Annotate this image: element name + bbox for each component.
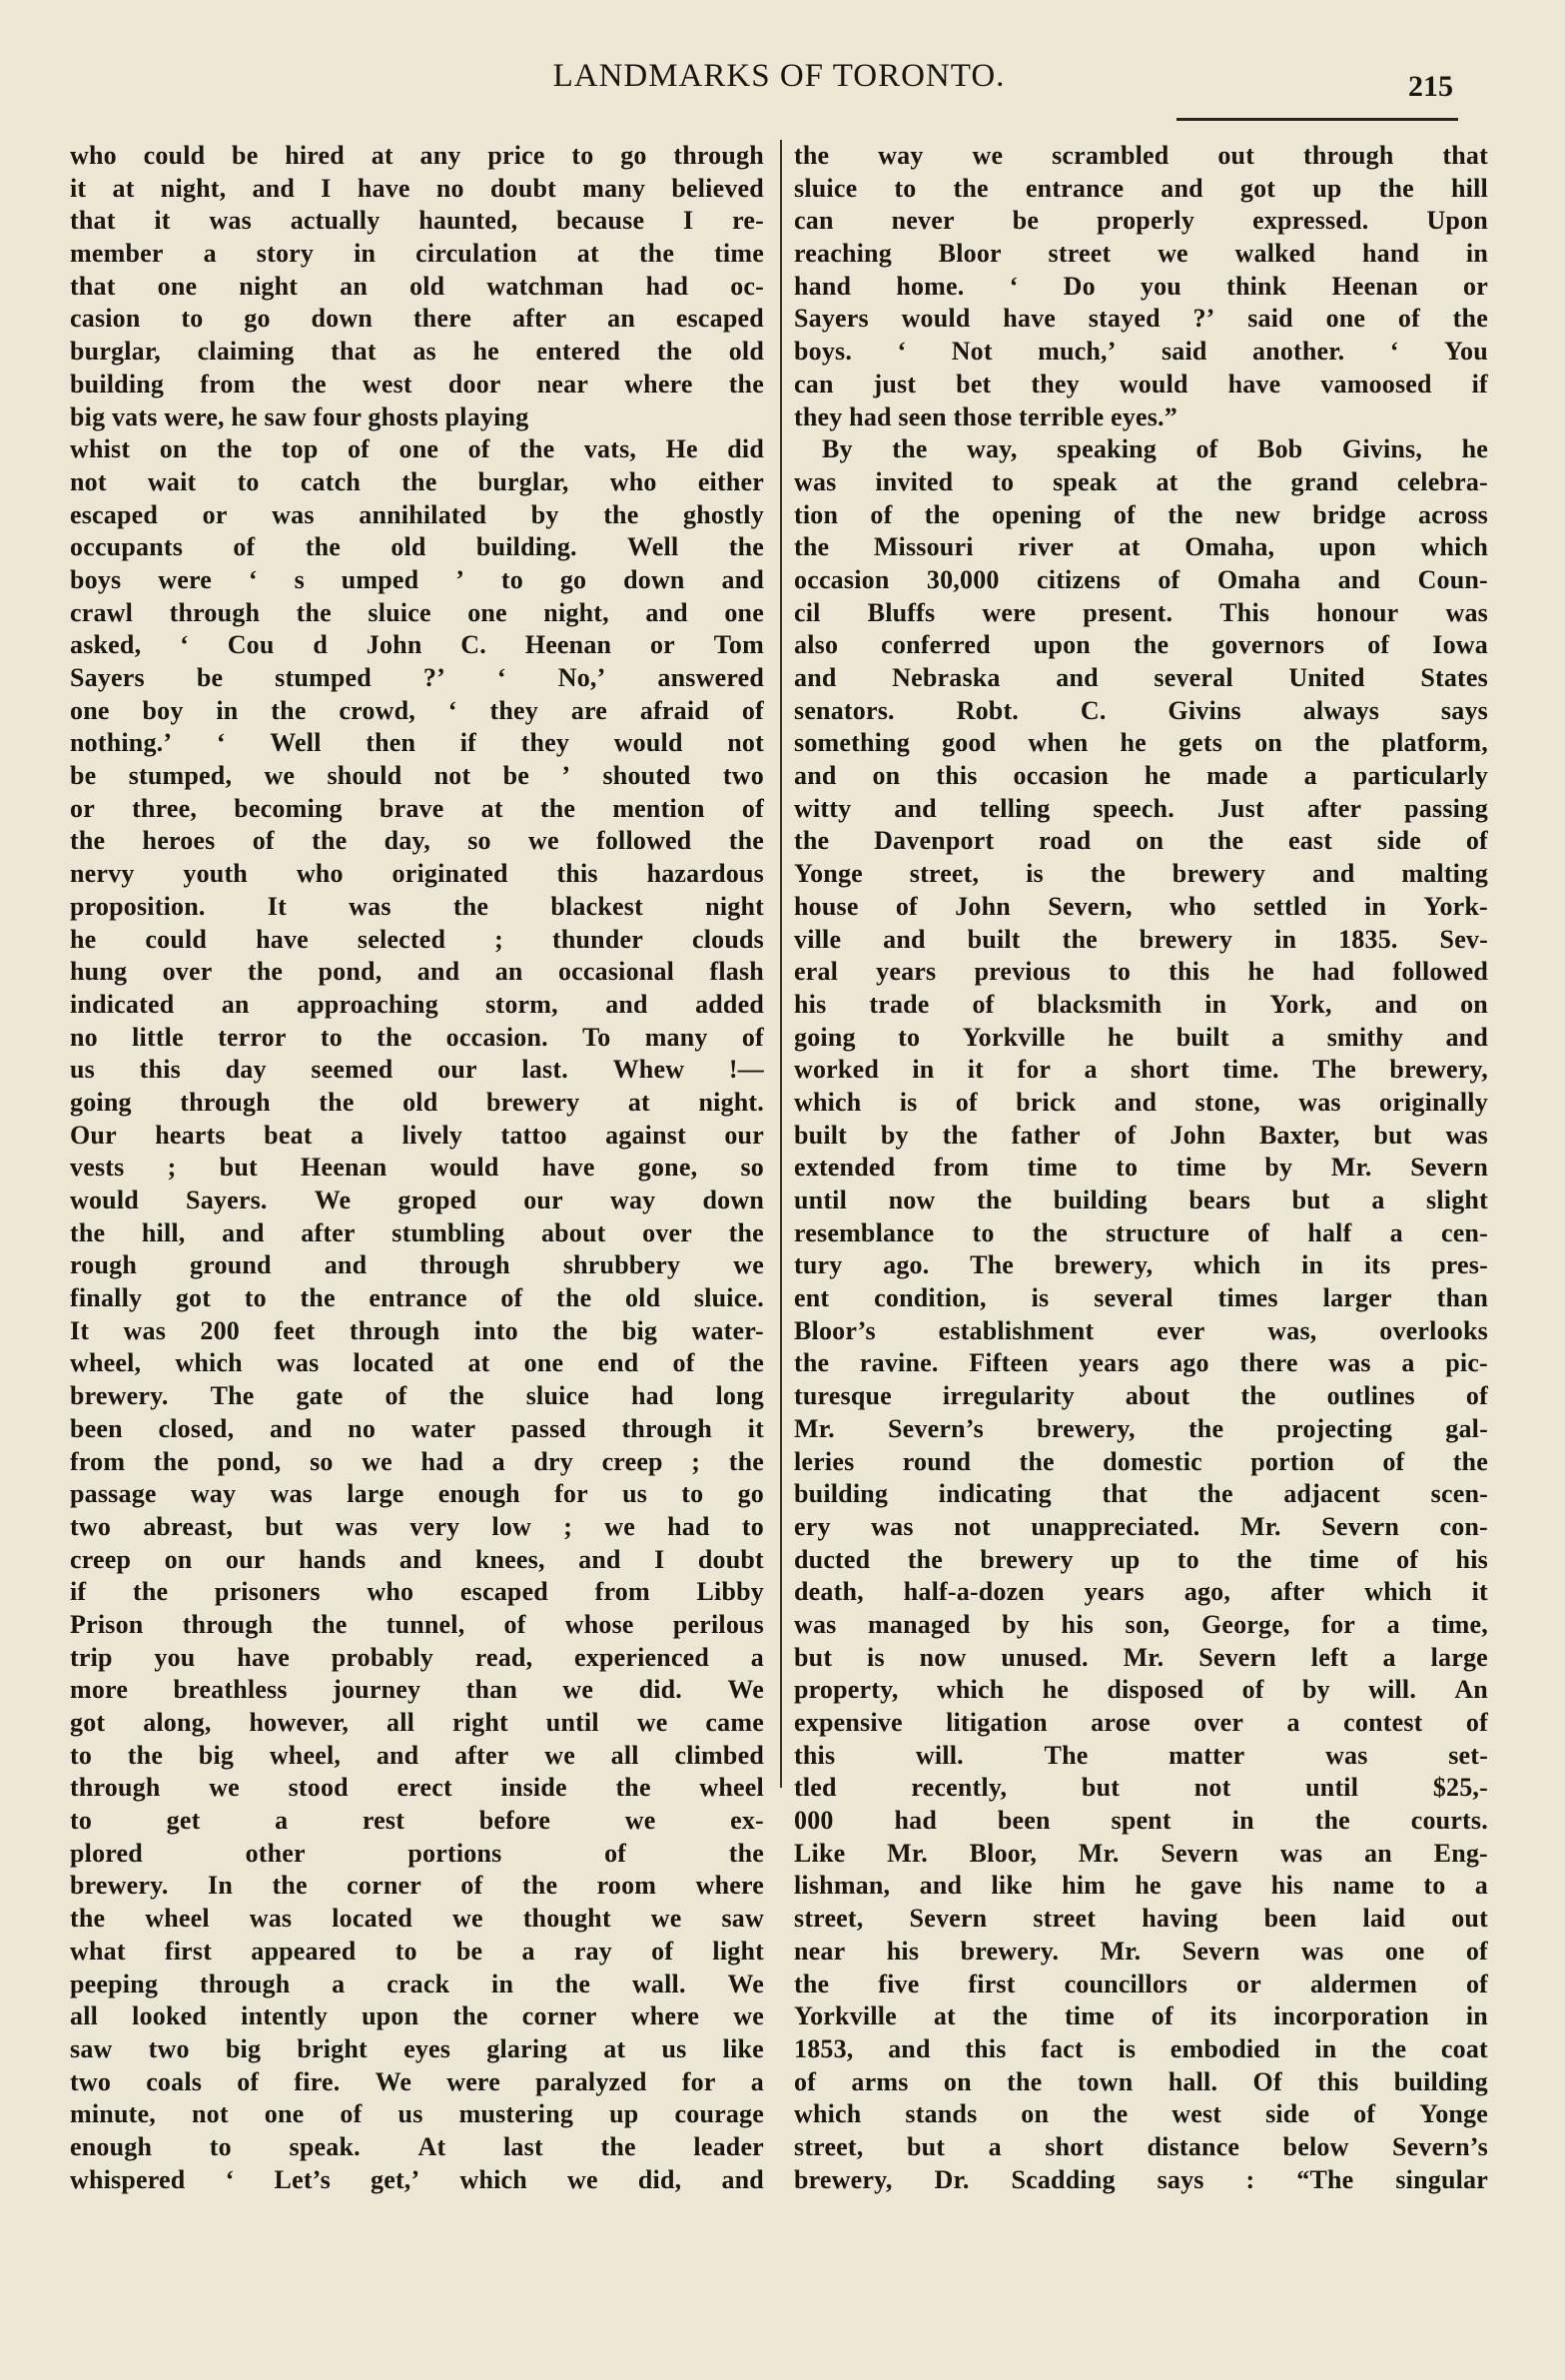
text-line: witty and telling speech. Just after passing	[794, 793, 1488, 823]
text-line: the heroes of the day, so we followed the	[70, 826, 764, 856]
text-line: the Davenport road on the east side of	[794, 826, 1488, 856]
text-line: building from the west door near where the	[70, 369, 764, 398]
text-line: eral years previous to this he had followed	[794, 957, 1488, 987]
text-line: no little terror to the occasion. To many of	[70, 1022, 764, 1052]
text-line: and on this occasion he made a particularly	[794, 761, 1488, 791]
text-line: this will. The matter was set-	[794, 1740, 1488, 1770]
text-line: which stands on the west side of Yonge	[794, 2099, 1488, 2129]
text-line: the way we scrambled out through that	[794, 141, 1488, 170]
text-line: Yonge street, is the brewery and malting	[794, 859, 1488, 889]
text-line: It was 200 feet through into the big water-	[70, 1315, 764, 1345]
text-line: property, which he disposed of by will. An	[794, 1675, 1488, 1705]
text-line: the wheel was located we thought we saw	[70, 1904, 764, 1934]
text-line: through we stood erect inside the wheel	[70, 1773, 764, 1803]
text-line: Bloor’s establishment ever was, overlooks	[794, 1315, 1488, 1345]
text-line: escaped or was annihilated by the ghostly	[70, 499, 764, 529]
text-line: from the pond, so we had a dry creep ; the	[70, 1446, 764, 1476]
text-line: occupants of the old building. Well the	[70, 532, 764, 562]
text-line: what first appeared to be a ray of light	[70, 1936, 764, 1966]
text-line: tled recently, but not until $25,-	[794, 1773, 1488, 1803]
text-line: nothing.’ ‘ Well then if they would not	[70, 728, 764, 758]
text-line: one boy in the crowd, ‘ they are afraid of	[70, 695, 764, 725]
text-line: the hill, and after stumbling about over the	[70, 1217, 764, 1247]
text-line: which is of brick and stone, was originally	[794, 1087, 1488, 1117]
text-line: occasion 30,000 citizens of Omaha and Coun-	[794, 564, 1488, 594]
text-line: that one night an old watchman had oc-	[70, 271, 764, 301]
text-line: saw two big bright eyes glaring at us like	[70, 2033, 764, 2063]
text-line: been closed, and no water passed through it	[70, 1413, 764, 1443]
text-line: Sayers would have stayed ?’ said one of the	[794, 304, 1488, 334]
text-line: us this day seemed our last. Whew !—	[70, 1055, 764, 1085]
text-line: he could have selected ; thunder clouds	[70, 924, 764, 954]
text-line: more breathless journey than we did. We	[70, 1675, 764, 1705]
text-line: Prison through the tunnel, of whose perilous	[70, 1609, 764, 1639]
text-line: the five first councillors or aldermen of	[794, 1969, 1488, 1998]
text-line: or three, becoming brave at the mention of	[70, 793, 764, 823]
text-line: Yorkville at the time of its incorporation in	[794, 2001, 1488, 2031]
text-line: passage way was large enough for us to go	[70, 1479, 764, 1509]
text-line: two abreast, but was very low ; we had to	[70, 1511, 764, 1541]
text-line: boys. ‘ Not much,’ said another. ‘ You	[794, 337, 1488, 367]
text-line: something good when he gets on the platform,	[794, 728, 1488, 758]
text-line: ducted the brewery up to the time of his	[794, 1544, 1488, 1574]
text-line: it at night, and I have no doubt many believed	[70, 173, 764, 203]
text-line: brewery. The gate of the sluice had long	[70, 1381, 764, 1411]
text-line: to the big wheel, and after we all climbed	[70, 1740, 764, 1770]
text-line: all looked intently upon the corner where we	[70, 2001, 764, 2031]
text-line: of arms on the town hall. Of this building	[794, 2066, 1488, 2096]
text-line: brewery, Dr. Scadding says : “The singular	[794, 2164, 1488, 2194]
text-line: big vats were, he saw four ghosts playing	[70, 401, 529, 431]
text-line: burglar, claiming that as he entered the old	[70, 337, 764, 367]
text-line: brewery. In the corner of the room where	[70, 1871, 764, 1901]
text-line: hung over the pond, and an occasional flash	[70, 957, 764, 987]
text-line: crawl through the sluice one night, and one	[70, 597, 764, 627]
text-line: not wait to catch the burglar, who either	[70, 466, 764, 496]
text-line: proposition. It was the blackest night	[70, 891, 764, 921]
text-line: would Sayers. We groped our way down	[70, 1186, 764, 1214]
text-line: turesque irregularity about the outlines of	[794, 1381, 1488, 1411]
text-line: plored other portions of the	[70, 1838, 764, 1868]
text-line: also conferred upon the governors of Iowa	[794, 630, 1488, 660]
text-line: nervy youth who originated this hazardous	[70, 859, 764, 889]
text-line: expensive litigation arose over a contest of	[794, 1708, 1488, 1737]
text-line: two coals of fire. We were paralyzed for a	[70, 2066, 764, 2096]
text-line: boys were ‘ s umped ’ to go down and	[70, 564, 764, 594]
text-line: minute, not one of us mustering up courage	[70, 2099, 764, 2129]
text-line: indicated an approaching storm, and added	[70, 989, 764, 1019]
text-line: that it was actually haunted, because I re-	[70, 206, 764, 236]
text-line: tury ago. The brewery, which in its pres-	[794, 1250, 1488, 1280]
text-line: who could be hired at any price to go through	[70, 141, 764, 170]
text-line: hand home. ‘ Do you think Heenan or	[794, 271, 1488, 301]
page-number: 215	[1408, 70, 1453, 103]
text-line: can never be properly expressed. Upon	[794, 206, 1488, 236]
text-line: ville and built the brewery in 1835. Sev-	[794, 924, 1488, 954]
text-line: peeping through a crack in the wall. We	[70, 1969, 764, 1998]
text-line: got along, however, all right until we came	[70, 1708, 764, 1737]
right-text-column	[794, 140, 1488, 2196]
text-line: creep on our hands and knees, and I doubt	[70, 1544, 764, 1574]
text-line: sluice to the entrance and got up the hill	[794, 173, 1488, 203]
text-line: worked in it for a short time. The brewery,	[794, 1055, 1488, 1085]
text-line: member a story in circulation at the time	[70, 239, 764, 269]
text-line: Mr. Severn’s brewery, the projecting gal-	[794, 1413, 1488, 1443]
column-divider	[780, 140, 782, 1788]
text-line: enough to speak. At last the leader	[70, 2131, 764, 2161]
text-line: 000 had been spent in the courts.	[794, 1806, 1488, 1836]
left-text-column	[70, 140, 764, 2196]
text-line: was managed by his son, George, for a time,	[794, 1609, 1488, 1639]
text-line: tion of the opening of the new bridge across	[794, 499, 1488, 529]
text-line: his trade of blacksmith in York, and on	[794, 989, 1488, 1019]
text-line: the ravine. Fifteen years ago there was a pic-	[794, 1348, 1488, 1378]
text-line: and Nebraska and several United States	[794, 663, 1488, 692]
text-line: going through the old brewery at night.	[70, 1087, 764, 1117]
text-line: 1853, and this fact is embodied in the coat	[794, 2033, 1488, 2063]
text-line: lishman, and like him he gave his name to a	[794, 1871, 1488, 1901]
text-line: whispered ‘ Let’s get,’ which we did, and	[70, 2164, 764, 2194]
text-line: Our hearts beat a lively tattoo against our	[70, 1120, 764, 1150]
text-line: death, half-a-dozen years ago, after which it	[794, 1577, 1488, 1607]
text-line: but is now unused. Mr. Severn left a large	[794, 1642, 1488, 1672]
text-line: going to Yorkville he built a smithy and	[794, 1022, 1488, 1052]
text-line: house of John Severn, who settled in York-	[794, 891, 1488, 921]
text-line: can just bet they would have vamoosed if	[794, 369, 1488, 398]
text-line: near his brewery. Mr. Severn was one of	[794, 1936, 1488, 1966]
text-line: extended from time to time by Mr. Severn	[794, 1153, 1488, 1183]
text-line: By the way, speaking of Bob Givins, he	[822, 434, 1488, 464]
text-line: ery was not unappreciated. Mr. Severn con-	[794, 1511, 1488, 1541]
text-line: whist on the top of one of the vats, He did	[70, 434, 764, 464]
text-line: vests ; but Heenan would have gone, so	[70, 1153, 764, 1183]
text-line: senators. Robt. C. Givins always says	[794, 695, 1488, 725]
text-line: casion to go down there after an escaped	[70, 304, 764, 334]
text-line: trip you have probably read, experienced a	[70, 1642, 764, 1672]
text-line: ent condition, is several times larger than	[794, 1283, 1488, 1313]
text-line: built by the father of John Baxter, but was	[794, 1120, 1488, 1150]
running-head: LANDMARKS OF TORONTO.	[552, 58, 1006, 94]
text-line: until now the building bears but a slight	[794, 1186, 1488, 1214]
text-line: building indicating that the adjacent scen-	[794, 1479, 1488, 1509]
text-line: they had seen those terrible eyes.”	[794, 401, 1177, 431]
text-line: wheel, which was located at one end of the	[70, 1348, 764, 1378]
text-line: if the prisoners who escaped from Libby	[70, 1577, 764, 1607]
text-line: finally got to the entrance of the old sluice.	[70, 1283, 764, 1313]
text-line: be stumped, we should not be ’ shouted two	[70, 761, 764, 791]
text-line: to get a rest before we ex-	[70, 1806, 764, 1836]
text-line: rough ground and through shrubbery we	[70, 1250, 764, 1280]
text-line: asked, ‘ Cou d John C. Heenan or Tom	[70, 630, 764, 660]
text-line: the Missouri river at Omaha, upon which	[794, 532, 1488, 562]
text-line: street, Severn street having been laid out	[794, 1904, 1488, 1934]
header-rule	[1176, 118, 1458, 121]
text-line: reaching Bloor street we walked hand in	[794, 239, 1488, 269]
text-line: resemblance to the structure of half a cen-	[794, 1217, 1488, 1247]
text-line: Like Mr. Bloor, Mr. Severn was an Eng-	[794, 1838, 1488, 1868]
text-line: street, but a short distance below Severn’s	[794, 2131, 1488, 2161]
text-line: was invited to speak at the grand celebra-	[794, 466, 1488, 496]
text-line: cil Bluffs were present. This honour was	[794, 597, 1488, 627]
text-line: leries round the domestic portion of the	[794, 1446, 1488, 1476]
text-line: Sayers be stumped ?’ ‘ No,’ answered	[70, 663, 764, 692]
